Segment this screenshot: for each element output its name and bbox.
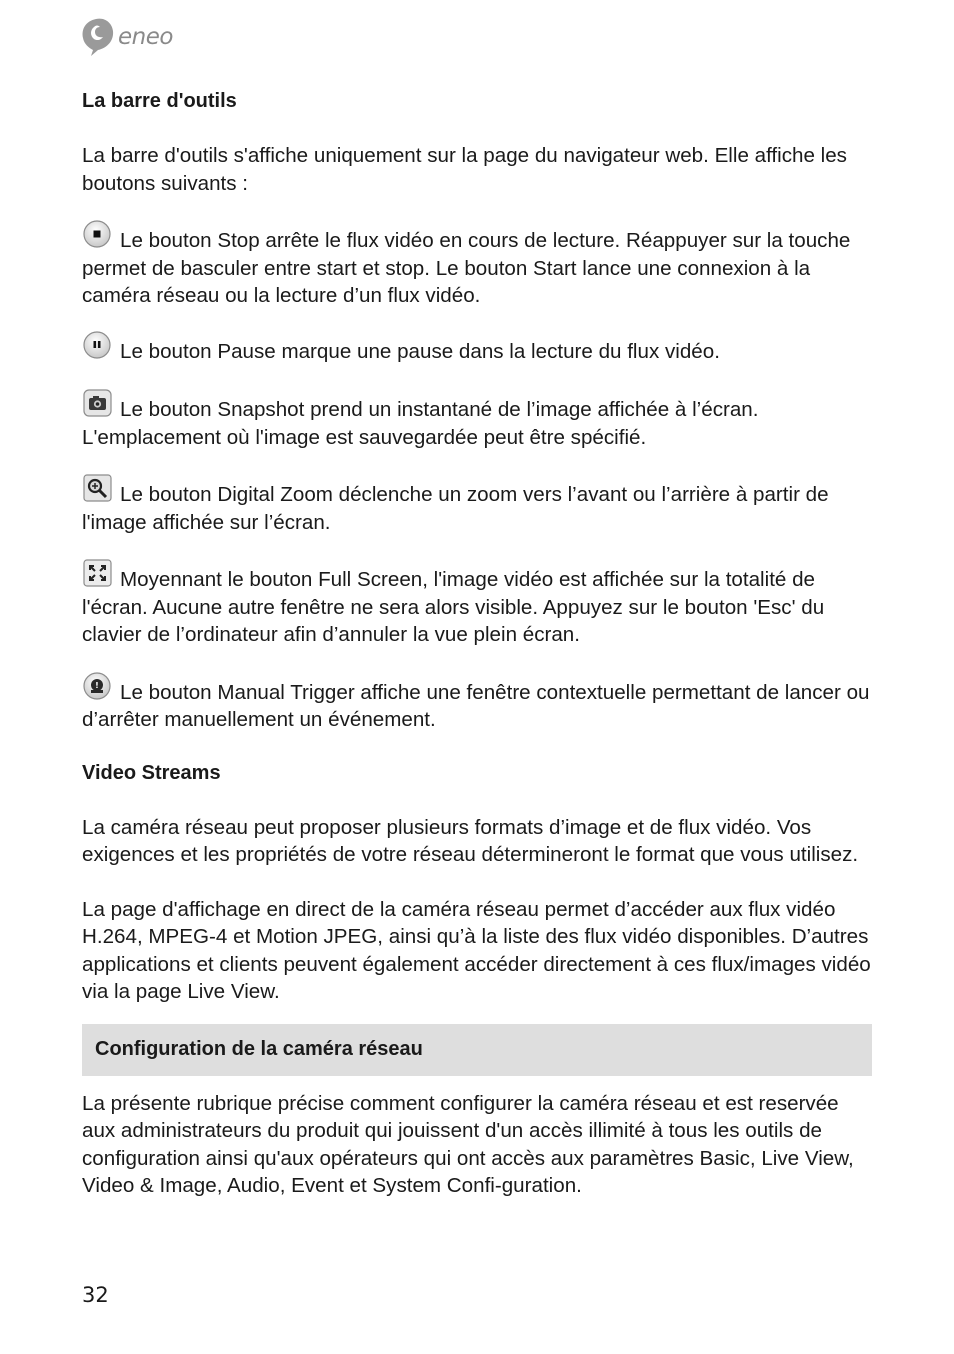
eneo-logo-icon xyxy=(80,17,116,57)
section-title-configuration: Configuration de la caméra réseau xyxy=(95,1038,423,1060)
pause-icon xyxy=(82,330,113,360)
digital-zoom-description: Le bouton Digital Zoom déclenche un zoom vers l’avant ou l’arrière à partir de l'image affichée sur l’écran. xyxy=(82,483,829,534)
manual-trigger-description: Le bouton Manual Trigger affiche une fenêtre contextuelle permettant de lancer ou d’arrêter manuellement un événement. xyxy=(82,680,870,731)
list-item-snapshot xyxy=(82,388,874,451)
snapshot-icon xyxy=(82,388,113,418)
full-screen-icon xyxy=(82,558,113,588)
section-header-bar xyxy=(82,1024,872,1076)
list-item-digital-zoom xyxy=(82,473,874,536)
configuration-paragraph: La présente rubrique précise comment configurer la caméra réseau et est reservée aux administrateurs du produit qui jouissent d'un accès illimité à tous les outils de configuration ainsi qu'aux opérateurs qui ont accès aux paramètres Basic, Live View, Video & Image, Audio, Event et System Confi-guration. xyxy=(82,1091,854,1197)
list-item-stop xyxy=(82,219,874,310)
digital-zoom-icon xyxy=(82,473,113,503)
brand-name: eneo xyxy=(118,24,173,50)
page-number: 32 xyxy=(82,1283,109,1307)
svg-text:!: ! xyxy=(95,680,99,690)
section-title-video-streams: Video Streams xyxy=(82,761,221,784)
stop-description: Le bouton Stop arrête le flux vidéo en cours de lecture. Réappuyer sur la touche permet de basculer entre start et stop. Le bouton Start lance une connexion à la caméra réseau ou la lecture d’un flux vidéo. xyxy=(82,229,851,307)
page-content xyxy=(82,88,874,1200)
section-title-toolbar: La barre d'outils xyxy=(82,90,237,112)
snapshot-description: Le bouton Snapshot prend un instantané de l’image affichée à l’écran. L'emplacement où l'image est sauvegardée peut être spécifié. xyxy=(82,398,759,449)
toolbar-intro: La barre d'outils s'affiche uniquement sur la page du navigateur web. Elle affiche les boutons suivants : xyxy=(82,144,847,195)
list-item-manual-trigger xyxy=(82,671,874,734)
list-item-full-screen xyxy=(82,558,874,649)
full-screen-description: Moyennant le bouton Full Screen, l'image vidéo est affichée sur la totalité de l'écran. Aucune autre fenêtre ne sera alors visible. Appuyez sur le bouton 'Esc' du clavier de l’ordinateur afin d’annuler la vue plein écran. xyxy=(82,568,825,646)
manual-trigger-icon xyxy=(82,671,113,701)
streams-paragraph-2: La page d'affichage en direct de la caméra réseau permet d’accéder aux flux vidéo H.264, MPEG-4 et Motion JPEG, ainsi qu’à la liste des flux vidéo disponibles. D’autres applications et clients peuvent également accéder directement à ces flux/images vidéo via la page Live View. xyxy=(82,897,871,1003)
stop-icon xyxy=(82,219,113,249)
list-item-pause xyxy=(82,330,874,366)
brand-logo xyxy=(80,16,173,58)
pause-description: Le bouton Pause marque une pause dans la lecture du flux vidéo. xyxy=(120,339,720,363)
streams-paragraph-1: La caméra réseau peut proposer plusieurs formats d’image et de flux vidéo. Vos exigences et les propriétés de votre réseau détermineront le format que vous utilisez. xyxy=(82,815,859,866)
